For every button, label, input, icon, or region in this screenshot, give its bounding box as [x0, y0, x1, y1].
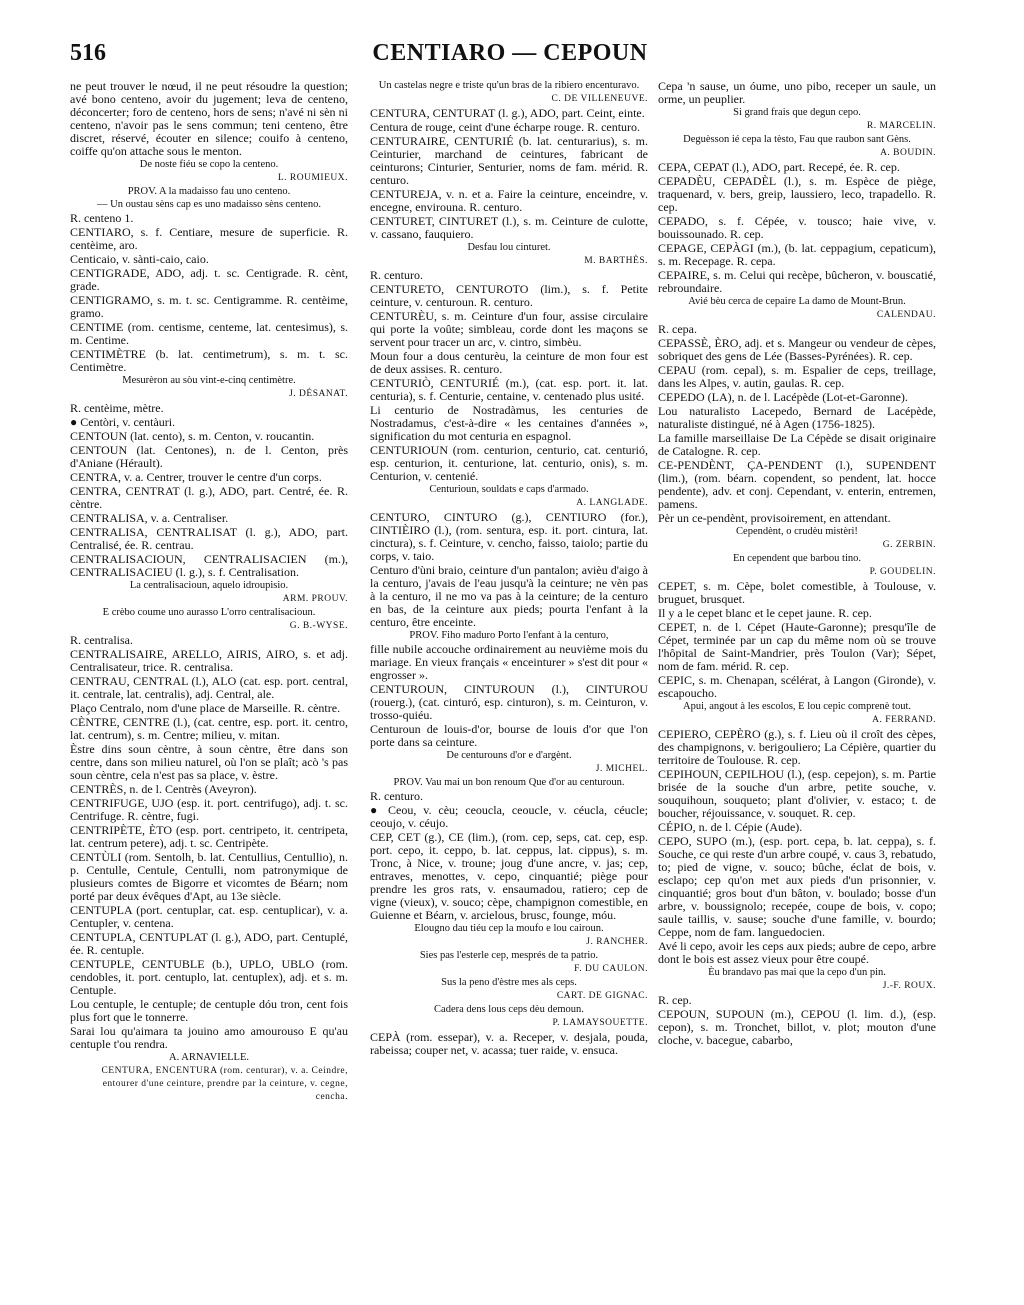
citation-author: J.-F. ROUX.: [882, 981, 936, 991]
dictionary-entry: Centuro d'ùni braio, ceinture d'un pantalon; avièu d'aigo à la centuro, j'avais de l'eau jusqu'à la ceinture; ne vèn pas à la centuro, il ne mo va pas à la ceinture; de la centuro en bas, de la ceinture aux pieds; pourta l'enfant à la centuro, être enceinte.: [370, 563, 648, 629]
dictionary-entry: R. centuro.: [370, 268, 423, 282]
dictionary-entry: CENTRIPÈTE, ÈTO (esp. port. centripeto, it. centripeta, lat. centrum petere), adj. t. sc. Centripète.: [70, 823, 348, 850]
dictionary-entry: CENTRALISAIRE, ARELLO, AIRIS, AIRO, s. et adj. Centralisateur, trice. R. centralisa.: [70, 647, 348, 674]
citation-text: Desfau lou cinturet.: [467, 242, 551, 253]
citation-author: A. LANGLADE.: [576, 498, 648, 508]
citation-text: PROV. A la madaisso fau uno centeno.: [127, 186, 291, 197]
dictionary-entry: Centura de rouge, ceint d'une écharpe rouge. R. centuro.: [370, 120, 641, 134]
dictionary-entry: Plaço Centralo, nom d'une place de Marseille. R. cèntre.: [70, 701, 341, 715]
dictionary-entry: CEPIERO, CEPÈRO (g.), s. f. Lieu où il croît des cèpes, des champignons, v. berigouliero; La Cépière, quartier du territoire de Toulouse. R. cep.: [658, 727, 936, 767]
dictionary-entry: CEPADÈU, CEPADÈL (l.), s. m. Espèce de piège, traquenard, v. bers, greip, laussiero, leco, trapadello. R. cep.: [658, 174, 936, 214]
dictionary-entry: CENTRA, CENTRAT (l. g.), ADO, part. Centré, ée. R. cèntre.: [70, 484, 348, 511]
dictionary-entry: CENTURA, CENTURAT (l. g.), ADO, part. Ceint, einte.: [370, 106, 645, 120]
dictionary-entry: CEPOUN, SUPOUN (m.), CEPOU (l. lim. d.), (esp. cepon), s. m. Tronchet, billot, v. plot; mouton d'une cloche, v. bacegue, cabarbo,: [658, 1007, 936, 1047]
citation-text: A. ARNAVIELLE.: [168, 1052, 249, 1063]
dictionary-entry: CENTOUN (lat. Centones), n. de l. Centon, près d'Aniane (Hérault).: [70, 443, 348, 470]
citation-text: Sies pas l'esterle cep, mesprés de ta patrio.: [419, 950, 599, 961]
column-middle: [370, 80, 648, 1058]
citation-text: Si grand frais que degun cepo.: [733, 107, 861, 118]
citation-author: A. BOUDIN.: [880, 148, 936, 158]
citation-author: G. B.-WYSE.: [289, 621, 348, 631]
dictionary-entry: CENTURO, CINTURO (g.), CENTIURO (for.), CINTIÈIRO (l.), (rom. sentura, esp. it. port. cintura, lat. cinctura), s. f. Ceinture, v. cencho, faisso, taiolo; partie du corps, v. taio.: [370, 510, 648, 563]
dictionary-entry: Li centurio de Nostradàmus, les centuries de Nostradamus, c'est-à-dire « les centaines d'années », signification du mot centuria en espagnol.: [370, 403, 648, 443]
dictionary-entry: CEP, CET (g.), CE (lim.), (rom. cep, seps, cat. cep, esp. port. cepo, it. ceppo, b. lat. ceppus, lat. cippus), s. m. Tronc, à Nice, v. troune; joug d'une ancre, v. jas; cep, entraves, menottes, v. cepo, cinquantié; piège pour prendre les gros rats, v. ensaumadou, ratiero; cep de vigne (vieux), v. souco; cèpe, champignon comestible, en Guienne et Béarn, v. arcielous, brusc, founge, móu.: [370, 830, 648, 922]
dictionary-entry: CEPASSÈ, ÈRO, adj. et s. Mangeur ou vendeur de cèpes, sobriquet des gens de Lée (Basses-Pyrénées). R. cep.: [658, 336, 936, 363]
citation-text: Mesurèron au sòu vint-e-cinq centimètre.: [122, 375, 296, 386]
citation-author: A. FERRAND.: [872, 715, 936, 725]
dictionary-entry: CEPET, s. m. Cèpe, bolet comestible, à Toulouse, v. bruguet, brusquet.: [658, 579, 936, 606]
dictionary-entry: Centicaio, v. sànti-caio, caio.: [70, 252, 209, 266]
dictionary-entry: Pèr un ce-pendènt, provisoirement, en attendant.: [658, 511, 891, 525]
page-header: [70, 40, 950, 76]
dictionary-entry: CENTURÈU, s. m. Ceinture d'un four, assise circulaire qui porte la voûte; simbleau, corde dont les maçons se servent pour tracer un arc, v. cintro, simbèu.: [370, 309, 648, 349]
dictionary-entry: CENTURIOUN (rom. centurion, centurio, cat. centurió, esp. centurion, it. centurione, lat. centurio, onis), s. m. Centurion, v. centenié.: [370, 443, 648, 483]
dictionary-entry: R. centuro.: [370, 789, 423, 803]
citation-text: En cependent que barbou tino.: [733, 553, 861, 564]
citation-author: J. DÉSANAT.: [289, 389, 348, 399]
dictionary-entry: CENTIARO, s. f. Centiare, mesure de superficie. R. centèime, aro.: [70, 225, 348, 252]
dictionary-entry: CENTUREJA, v. n. et a. Faire la ceinture, enceindre, v. encegne, envirouna. R. centuro.: [370, 187, 648, 214]
citation-text: Deguèsson ié cepa la tèsto, Fau que raubon sant Gèns.: [683, 134, 911, 145]
dictionary-entry: R. centralisa.: [70, 633, 133, 647]
citation-text: Cependènt, o crudèu mistèri!: [736, 526, 858, 537]
citation-text: Centurioun, souldats e caps d'armado.: [429, 484, 589, 495]
citation-author: CENTURA, ENCENTURA (rom. centurar), v. a. Ceindre, entourer d'une ceinture, prendre par la ceinture, v. cegne, cencha.: [101, 1066, 348, 1102]
dictionary-entry: Avé li cepo, avoir les ceps aux pieds; aubre de cepo, arbre dont le bois est assez vieux pour être coupé.: [658, 939, 936, 966]
dictionary-entry: CEPAIRE, s. m. Celui qui recèpe, bûcheron, v. bouscatié, rebroundaire.: [658, 268, 936, 295]
dictionary-entry: CENTIGRADE, ADO, adj. t. sc. Centigrade. R. cènt, grade.: [70, 266, 348, 293]
dictionary-entry: ● Ceou, v. cèu; ceoucla, ceoucle, v. céucla, céucle; ceoujo, v. céujo.: [370, 803, 648, 830]
dictionary-entry: CÉPIO, n. de l. Cépie (Aude).: [658, 820, 803, 834]
dictionary-entry: CENTRALISA, v. a. Centraliser.: [70, 511, 229, 525]
dictionary-entry: Lou centuple, le centuple; de centuple dóu tron, cent fois plus fort que le tonnerre.: [70, 997, 348, 1024]
citation-text: E crèbo coume uno aurasso L'orro centralisacioun.: [102, 607, 316, 618]
citation-author: R. MARCELIN.: [866, 121, 936, 131]
dictionary-entry: R. cep.: [658, 993, 692, 1007]
dictionary-entry: CENTRALISA, CENTRALISAT (l. g.), ADO, part. Centralisé, ée. R. centrau.: [70, 525, 348, 552]
citation-text: — Un oustau sèns cap es uno madaisso sèns centeno.: [97, 199, 321, 210]
dictionary-entry: CEPIHOUN, CEPILHOU (l.), (esp. cepejon), s. m. Partie brisée de la souche d'un arbre, petite souche, v. souquihoun, souqueto; plant d'olivier, v. estaco; t. de boucher, réjouissance, v. souquet. R. cep.: [658, 767, 936, 820]
dictionary-entry: Il y a le cepet blanc et le cepet jaune. R. cep.: [658, 606, 872, 620]
citation-author: J. MICHEL.: [595, 764, 648, 774]
column-right: [658, 80, 936, 1048]
dictionary-entry: CENTOUN (lat. cento), s. m. Centon, v. roucantin.: [70, 429, 315, 443]
citation-author: J. RANCHER.: [586, 937, 648, 947]
dictionary-entry: CEPÀ (rom. essepar), v. a. Receper, v. desjala, pouda, rabeissa; couper net, v. acassa; tuer raide, v. ensuca.: [370, 1030, 648, 1057]
dictionary-entry: CE-PENDÈNT, ÇA-PENDENT (l.), SUPENDENT (lim.), (rom. béarn. copendent, so pendent, lat. hocce pendente), adv. et conj. Cependant, v. enterin, entremen, pamens.: [658, 458, 936, 511]
dictionary-entry: Centuroun de louis-d'or, bourse de louis d'or que l'on porte dans sa ceinture.: [370, 722, 648, 749]
citation-author: ARM. PROUV.: [282, 594, 348, 604]
dictionary-entry: Sarai lou qu'aimara ta jouino amo amourouso E qu'au centuple t'ou rendra.: [70, 1024, 348, 1051]
dictionary-entry: CENTIGRAMO, s. m. t. sc. Centigramme. R. centèime, gramo.: [70, 293, 348, 320]
dictionary-entry: CENTIMÈTRE (b. lat. centimetrum), s. m. t. sc. Centimètre.: [70, 347, 348, 374]
dictionary-entry: CENTUROUN, CINTUROUN (l.), CINTUROU (rouerg.), (cat. cinturó, esp. cinturon), s. m. Ceinturon, v. trosso-quiéu.: [370, 682, 648, 722]
dictionary-entry: CENTUPLA, CENTUPLAT (l. g.), ADO, part. Centuplé, ée. R. centuple.: [70, 930, 348, 957]
dictionary-entry: ● Centòri, v. centàuri.: [70, 415, 176, 429]
dictionary-entry: CENTUPLE, CENTUBLE (b.), UPLO, UBLO (rom. cendobles, it. port. centuplo, lat. centuplex), adj. et s. m. Centuple.: [70, 957, 348, 997]
citation-text: La centralisacioun, aquelo idroupisio.: [129, 580, 289, 591]
citation-author: CART. DE GIGNAC.: [556, 991, 648, 1001]
dictionary-entry: Cepa 'n sause, un óume, uno pibo, receper un saule, un orme, un peuplier.: [658, 79, 936, 106]
dictionary-entry: CENTÙLI (rom. Sentolh, b. lat. Centullius, Centullio), n. p. Centulle, Centule, Centulli, nom patronymique de plusieurs comtes de Bigorre et vicomtes de Béarn; nom porté par deux évêques d'Apt, au 13e siècle.: [70, 850, 348, 903]
citation-text: PROV. Vau mai un bon renoum Que d'or au centuroun.: [393, 777, 625, 788]
dictionary-entry: R. cepa.: [658, 322, 697, 336]
citation-text: De centurouns d'or e d'argènt.: [446, 750, 572, 761]
citation-text: Sus la peno d'èstre mes als ceps.: [441, 977, 577, 988]
dictionary-entry: CEPAU (rom. cepal), s. m. Espalier de ceps, treillage, dans les Alpes, v. autin, gaulas. R. cep.: [658, 363, 936, 390]
dictionary-entry: CENTURET, CINTURET (l.), s. m. Ceinture de culotte, v. cassano, fauquiero.: [370, 214, 648, 241]
dictionary-entry: CENTRÈS, n. de l. Centrès (Aveyron).: [70, 782, 257, 796]
dictionary-entry: Moun four a dous centurèu, la ceinture de mon four est de deux assises. R. centuro.: [370, 349, 648, 376]
dictionary-entry: CEPA, CEPAT (l.), ADO, part. Recepé, ée. R. cep.: [658, 160, 900, 174]
dictionary-entry: R. centeno 1.: [70, 211, 134, 225]
dictionary-entry: CENTIME (rom. centisme, centeme, lat. centesimus), s. m. Centime.: [70, 320, 348, 347]
dictionary-entry: CENTRAU, CENTRAL (l.), ALO (cat. esp. port. central, it. centrale, lat. centralis), adj. Central, ale.: [70, 674, 348, 701]
citation-text: Cadera dens lous ceps dèu demoun.: [434, 1004, 584, 1015]
dictionary-entry: CEPAGE, CEPÀGI (m.), (b. lat. ceppagium, cepaticum), s. m. Recepage. R. cepa.: [658, 241, 936, 268]
citation-text: Èu brandavo pas mai que la cepo d'un pin.: [708, 967, 886, 978]
column-left: [70, 80, 348, 1105]
dictionary-entry: fille nubile accouche ordinairement au neuvième mois du mariage. En vieux français « enceinturer » s'est dit pour « engrosser ».: [370, 642, 648, 682]
citation-text: Un castelas negre e triste qu'un bras de la ribiero encenturavo.: [378, 80, 640, 91]
citation-author: L. ROUMIEUX.: [277, 173, 348, 183]
citation-text: De noste fiéu se copo la centeno.: [139, 159, 279, 170]
citation-author: CALENDAU.: [876, 310, 936, 320]
dictionary-entry: La famille marseillaise De La Cépède se disait originaire de Catalogne. R. cep.: [658, 431, 936, 458]
citation-text: Elougno dau tiéu cep la moufo e lou cairoun.: [414, 923, 604, 934]
dictionary-entry: CEPO, SUPO (m.), (esp. port. cepa, b. lat. ceppa), s. f. Souche, ce qui reste d'un arbre coupé, v. caus 3, rebatudo, to; pied de vigne, v. souco; bûche, éclat de bois, v. esclapo; cep qu'on met aux pieds d'un prisonnier, v. cinquantié; gros bout d'un bâton, v. boulado; bosse d'un arbre, v. boussignolo; recepée, coupe de bois, v. copo; saule taillis, v. sause; souche d'une famille, v. bourdo; Ceppe, nom de fam. languedocien.: [658, 834, 936, 939]
dictionary-entry: Èstre dins soun cèntre, à soun cèntre, être dans son centre, dans son milieu naturel, où l'on se plaît; acò 's pas soun cèntre, cela n'est pas sa place, v. èstre.: [70, 742, 348, 782]
dictionary-entry: CEPADO, s. f. Cépée, v. tousco; haie vive, v. bouissounado. R. cep.: [658, 214, 936, 241]
dictionary-entry: CENTURAIRE, CENTURIÉ (b. lat. centurarius), s. m. Ceinturier, marchand de ceintures, fabricant de ceinturons; Cinturier, Senturier, noms de fam. mérid. R. centuro.: [370, 134, 648, 187]
dictionary-entry: R. centèime, mètre.: [70, 401, 164, 415]
citation-author: M. BARTHÈS.: [584, 256, 648, 266]
dictionary-entry: CENTRIFUGE, UJO (esp. it. port. centrifugo), adj. t. sc. Centrifuge. R. cèntre, fugi.: [70, 796, 348, 823]
dictionary-entry: Lou naturalisto Lacepedo, Bernard de Lacépède, naturaliste distingué, né à Agen (1756-1825).: [658, 404, 936, 431]
dictionary-entry: CENTRA, v. a. Centrer, trouver le centre d'un corps.: [70, 470, 322, 484]
citation-text: Apui, angout à les escolos, E lou cepic comprenè tout.: [682, 701, 912, 712]
dictionary-entry: ne peut trouver le nœud, il ne peut résoudre la question; avé bono centeno, avoir du jugement; leva de centeno, déconcerter; foro de centeno, hors de sens; n'avé ni sèn ni centeno, n'avoir pas le sens commun; teni centeno, être discret, réservé, écouter en silence; couifo à centeno, coiffe qu'on attache sous le menton.: [70, 79, 348, 158]
dictionary-entry: CENTURETO, CENTUROTO (lim.), s. f. Petite ceinture, v. centuroun. R. centuro.: [370, 282, 648, 309]
citation-text: PROV. Fiho maduro Porto l'enfant à la centuro,: [409, 630, 609, 641]
citation-author: P. LAMAYSOUETTE.: [552, 1018, 648, 1028]
dictionary-entry: CÈNTRE, CENTRE (l.), (cat. centre, esp. port. it. centro, lat. centrum), s. m. Centre; milieu, v. mitan.: [70, 715, 348, 742]
dictionary-entry: CEPET, n. de l. Cépet (Haute-Garonne); presqu'île de Cépet, terminée par un cap du même nom où se trouve l'hôpital de Saint-Mandrier, près Toulon (Var); Sépet, nom de fam. mérid. R. cep.: [658, 620, 936, 673]
dictionary-entry: CENTUPLA (port. centuplar, cat. esp. centuplicar), v. a. Centupler, v. centena.: [70, 903, 348, 930]
page-title: CENTIARO — CEPOUN: [372, 40, 648, 66]
citation-text: Avié bèu cerca de cepaire La damo de Mount-Brun.: [688, 296, 906, 307]
citation-author: P. GOUDELIN.: [869, 567, 936, 577]
citation-author: G. ZERBIN.: [882, 540, 936, 550]
page-number: 516: [70, 40, 106, 66]
dictionary-entry: CEPEDO (LA), n. de l. Lacépède (Lot-et-Garonne).: [658, 390, 908, 404]
dictionary-entry: CENTURIÒ, CENTURIÉ (m.), (cat. esp. port. it. lat. centuria), s. f. Centurie, centaine, v. centenado plus usité.: [370, 376, 648, 403]
citation-author: F. DU CAULON.: [574, 964, 648, 974]
citation-author: C. DE VILLENEUVE.: [551, 94, 648, 104]
dictionary-entry: CENTRALISACIOUN, CENTRALISACIEN (m.), CENTRALISACIEU (l. g.), s. f. Centralisation.: [70, 552, 348, 579]
dictionary-entry: CEPIC, s. m. Chenapan, scélérat, à Langon (Gironde), v. escapoucho.: [658, 673, 936, 700]
